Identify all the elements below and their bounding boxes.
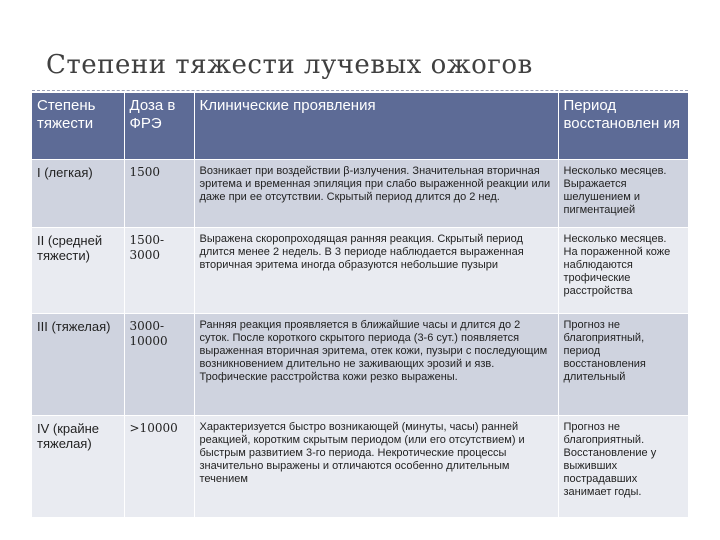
table-header-row (32, 93, 688, 159)
cell-clinical: Выражена скоропроходящая ранняя реакция. Скрытый период длится менее 2 недель. В 3 периоде наблюдается выраженная вторичная эритема иногда образуются небольшие пузыри (194, 227, 558, 313)
cell-dose: 1500 (124, 159, 194, 227)
table-row (32, 159, 688, 227)
slide-title: Степени тяжести лучевых ожогов (46, 50, 533, 80)
cell-severity: III (тяжелая) (32, 313, 124, 415)
table-row (32, 227, 688, 313)
cell-severity: IV (крайне тяжелая) (32, 415, 124, 517)
table-row (32, 313, 688, 415)
cell-recovery: Несколько месяцев. Выражается шелушением и пигментацией (558, 159, 688, 227)
header-dose: Доза в ФРЭ (124, 93, 194, 159)
cell-clinical: Ранняя реакция проявляется в ближайшие часы и длится до 2 суток. После короткого скрытого периода (3-6 сут.) появляется выраженная вторичная эритема, отек кожи, пузыри с последующим возникновением длительно не заживающих эрозий и язв. Трофические расстройства кожи резко выражены. (194, 313, 558, 415)
cell-clinical: Возникает при воздействии β-излучения. Значительная вторичная эритема и временная эпиляция при слабо выраженной реакции или даже при ее отсутствии. Скрытый период длится до 2 нед. (194, 159, 558, 227)
cell-dose: 1500-3000 (124, 227, 194, 313)
cell-severity: I (легкая) (32, 159, 124, 227)
table-row (32, 415, 688, 517)
cell-clinical: Характеризуется быстро возникающей (минуты, часы) ранней реакцией, коротким скрытым периодом (или его отсутствием) и быстрым развитием 3-го периода. Некротические процессы значительно выражены и отличаются особенно длительным течением (194, 415, 558, 517)
header-severity: Степень тяжести (32, 93, 124, 159)
header-clinical: Клинические проявления (194, 93, 558, 159)
title-divider (32, 90, 688, 91)
cell-recovery: Прогноз не благоприятный. Восстановление у выживших пострадавших занимает годы. (558, 415, 688, 517)
cell-recovery: Несколько месяцев. На пораженной коже наблюдаются трофические расстройства (558, 227, 688, 313)
cell-dose: >10000 (124, 415, 194, 517)
cell-recovery: Прогноз не благоприятный, период восстановления длительный (558, 313, 688, 415)
cell-severity: II (средней тяжести) (32, 227, 124, 313)
header-recovery: Период восстановлен ия (558, 93, 688, 159)
cell-dose: 3000-10000 (124, 313, 194, 415)
burn-severity-table (32, 93, 688, 517)
